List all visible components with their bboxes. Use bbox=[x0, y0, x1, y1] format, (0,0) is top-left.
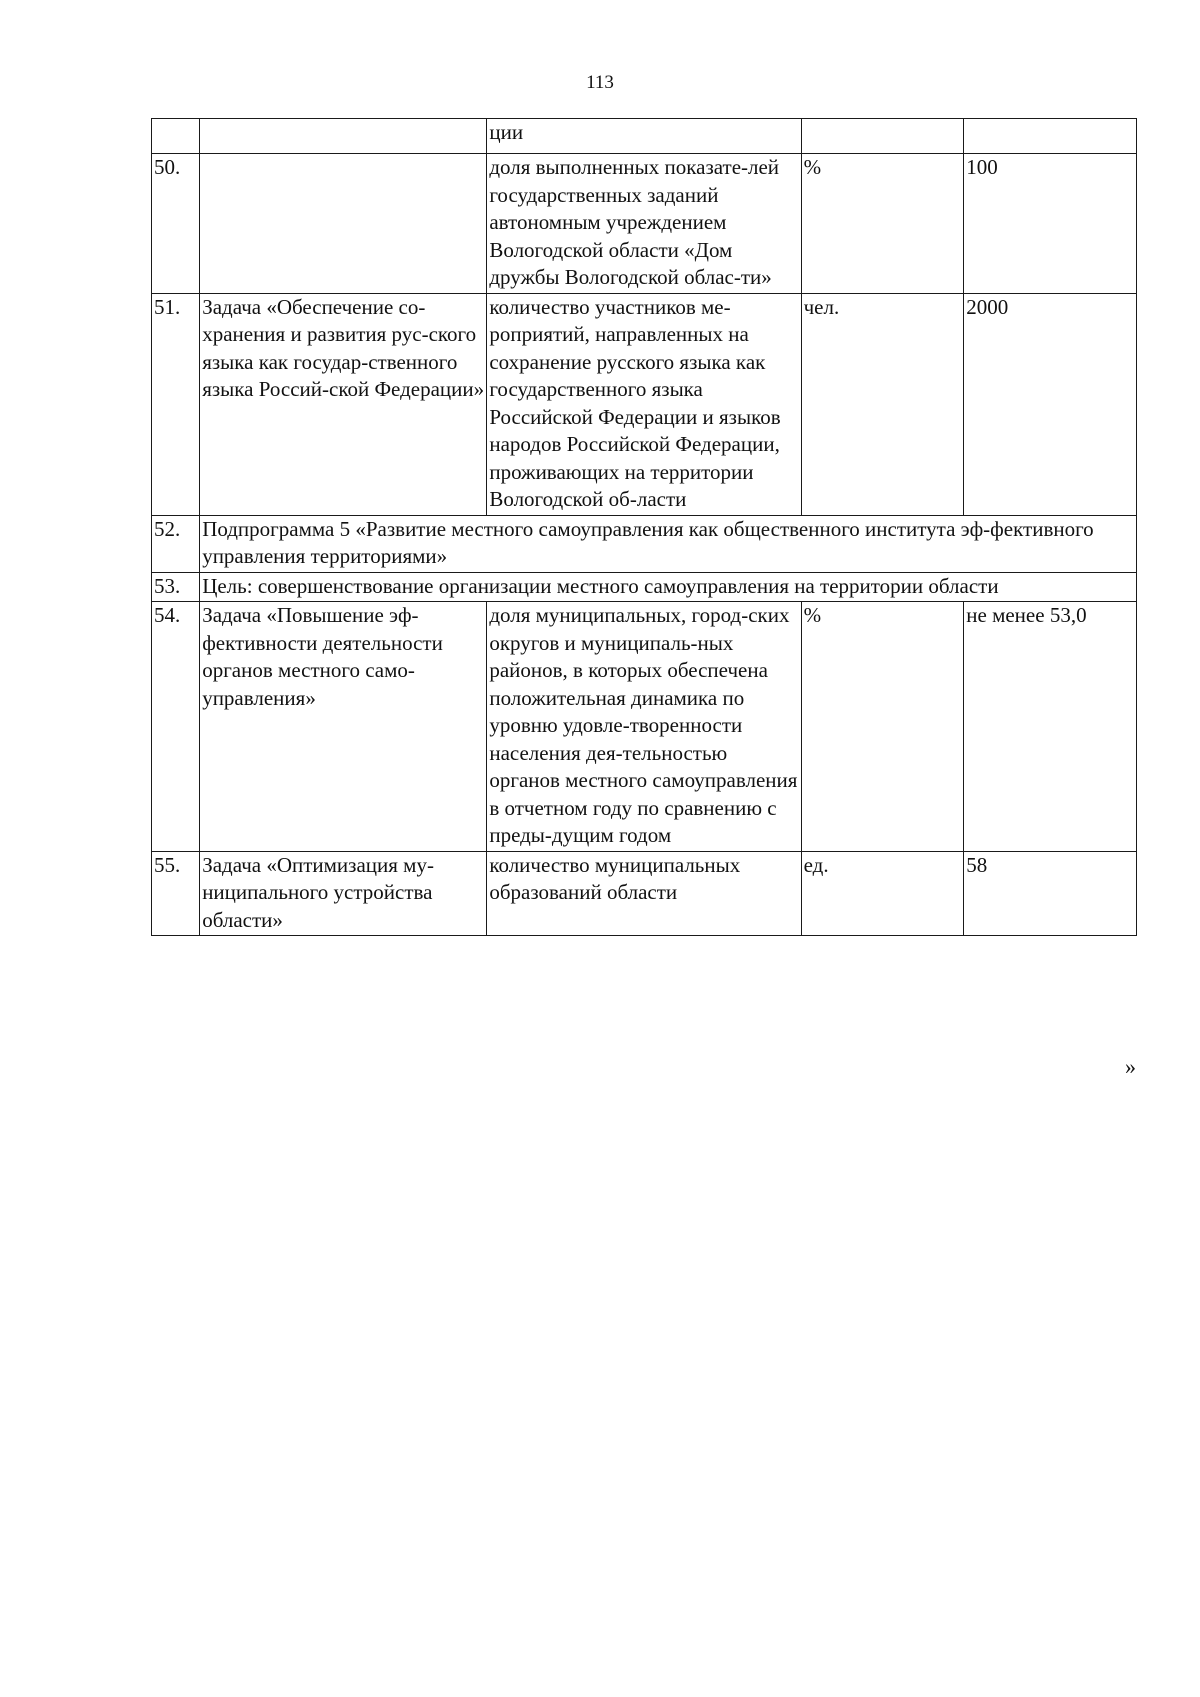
row-number-cell: 50. bbox=[152, 154, 200, 294]
indicators-table bbox=[151, 118, 1137, 936]
task-cell bbox=[200, 154, 487, 294]
subprogram-cell: Подпрограмма 5 «Развитие местного самоуправления как общественного института эф-фективного управления территориями» bbox=[200, 515, 1137, 572]
table-row bbox=[152, 602, 1137, 852]
row-number-cell: 53. bbox=[152, 572, 200, 602]
table-row bbox=[152, 851, 1137, 936]
task-cell bbox=[200, 119, 487, 154]
table-row bbox=[152, 572, 1137, 602]
indicator-cell: ции bbox=[487, 119, 801, 154]
row-number-cell: 55. bbox=[152, 851, 200, 936]
task-cell: Задача «Обеспечение со-хранения и развития рус-ского языка как государ-ственного языка Россий-ской Федерации» bbox=[200, 293, 487, 515]
value-cell: не менее 53,0 bbox=[964, 602, 1137, 852]
table-row bbox=[152, 154, 1137, 294]
row-number-cell: 52. bbox=[152, 515, 200, 572]
task-cell: Задача «Оптимизация му-ниципального устройства области» bbox=[200, 851, 487, 936]
indicator-cell: доля муниципальных, город-ских округов и муниципаль-ных районов, в которых обеспечена положительная динамика по уровню удовле-творенности населения дея-тельностью органов местного самоуправления в отчетном году по сравнению с преды-дущим годом bbox=[487, 602, 801, 852]
row-number-cell: 54. bbox=[152, 602, 200, 852]
unit-cell: чел. bbox=[801, 293, 964, 515]
indicator-cell: количество участников ме-роприятий, направленных на сохранение русского языка как государственного языка Российской Федерации и языков народов Российской Федерации, проживающих на территории Вологодской об-ласти bbox=[487, 293, 801, 515]
page-number: 113 bbox=[586, 72, 614, 93]
table-row bbox=[152, 293, 1137, 515]
value-cell bbox=[964, 119, 1137, 154]
value-cell: 100 bbox=[964, 154, 1137, 294]
indicator-cell: доля выполненных показате-лей государственных заданий автономным учреждением Вологодской области «Дом дружбы Вологодской облас-ти» bbox=[487, 154, 801, 294]
unit-cell: % bbox=[801, 602, 964, 852]
indicator-cell: количество муниципальных образований области bbox=[487, 851, 801, 936]
table-row bbox=[152, 119, 1137, 154]
unit-cell: ед. bbox=[801, 851, 964, 936]
goal-cell: Цель: совершенствование организации местного самоуправления на территории области bbox=[200, 572, 1137, 602]
unit-cell: % bbox=[801, 154, 964, 294]
row-number-cell: 51. bbox=[152, 293, 200, 515]
table-row bbox=[152, 515, 1137, 572]
unit-cell bbox=[801, 119, 964, 154]
value-cell: 58 bbox=[964, 851, 1137, 936]
closing-quote: » bbox=[1125, 1054, 1136, 1079]
row-number-cell bbox=[152, 119, 200, 154]
task-cell: Задача «Повышение эф-фективности деятельности органов местного само-управления» bbox=[200, 602, 487, 852]
value-cell: 2000 bbox=[964, 293, 1137, 515]
